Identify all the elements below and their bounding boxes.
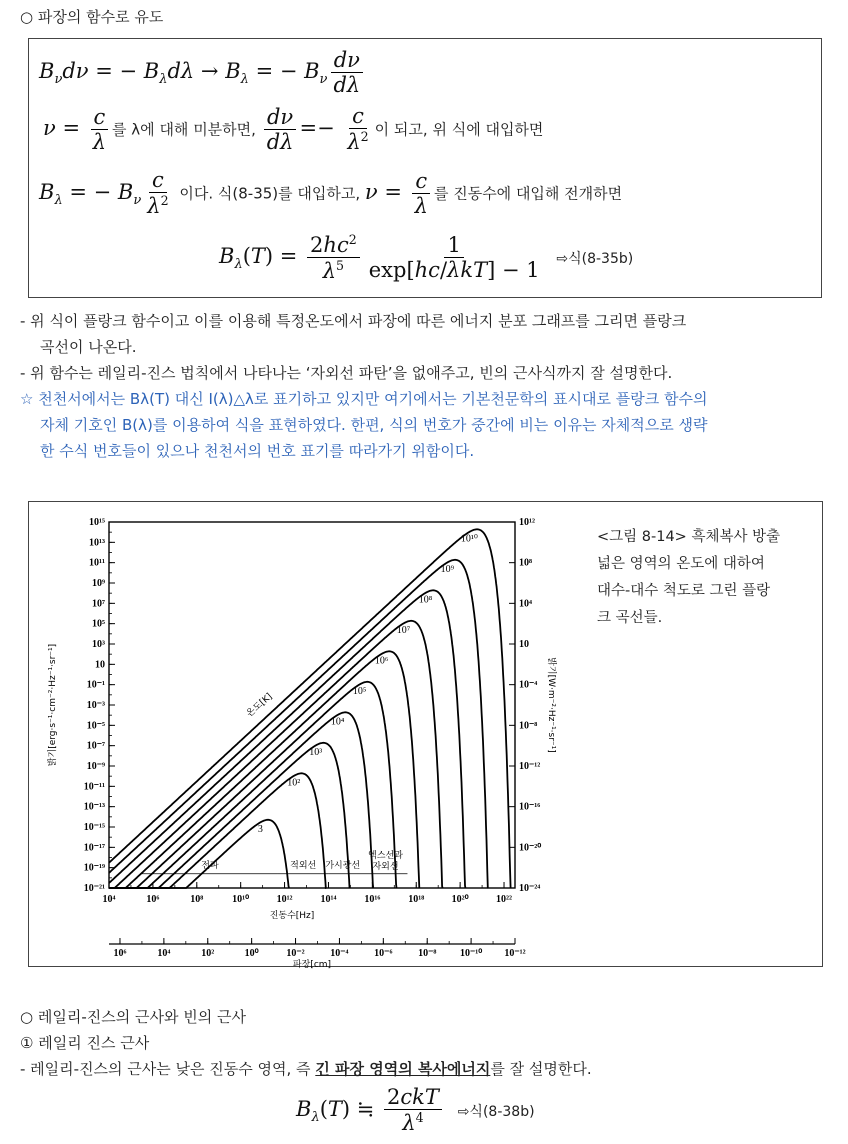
curve-label: 10² [287, 777, 301, 789]
band-label: 적외선 [290, 860, 317, 871]
x-tick-label: 10⁴ [102, 894, 116, 905]
box-text-2: 이 되고, 위 식에 대입하면 [374, 120, 544, 139]
planck-chart [29, 502, 589, 970]
y-tick-label: 10⁻⁹ [86, 761, 105, 772]
wavelength-tick-label: 10⁰ [244, 948, 259, 959]
planck-curve [109, 560, 488, 888]
equation-ref: ⇨식(8-35b) [556, 251, 634, 268]
planck-curve [109, 529, 511, 888]
y-tick-label: 10¹³ [89, 537, 105, 549]
y-tick-label: 10 [95, 659, 105, 671]
x-tick-label: 10¹⁰ [232, 894, 250, 905]
desc-part: 를 잘 설명한다. [490, 1060, 592, 1078]
note-line-2: 자체 기호인 B(λ)를 이용하여 식을 표현하였다. 한편, 식의 번호가 중간에 비는 이유는 자체적으로 생략 [40, 416, 708, 434]
equation-ref-2: ⇨식(8-38b) [457, 1103, 535, 1120]
y-tick-label: 10⁻²¹ [83, 883, 105, 894]
band-label: 가시광선 [325, 860, 361, 871]
curve-label: 3 [257, 823, 263, 835]
wavelength-tick-label: 10⁻¹⁰ [459, 948, 483, 959]
box-text-1: 를 λ에 대해 미분하면, [112, 120, 256, 139]
bullet-1-cont: 곡선이 나온다. [40, 338, 137, 356]
temperature-label: 온도[K] [244, 691, 275, 720]
section2-description [20, 1058, 592, 1079]
x-tick-label: 10⁶ [146, 894, 160, 905]
planck-curve [109, 621, 443, 888]
box-text-3: 이다. 식(8-35)를 대입하고, [179, 184, 361, 203]
y-tick-label: 10⁻¹⁵ [83, 822, 105, 833]
caption-line: <그림 8-14> 흑체복사 방출 [597, 529, 781, 545]
wavelength-tick-label: 10⁻⁶ [374, 948, 393, 959]
y-right-tick-label: 10⁻¹² [519, 761, 541, 772]
y-tick-label: 10⁹ [92, 578, 105, 589]
section2-subtitle: ① 레일리 진스 근사 [20, 1034, 150, 1052]
y-tick-label: 10⁻¹³ [83, 801, 105, 813]
wavelength-axis-label: 파장[cm] [292, 960, 332, 970]
section2-title: ○ 레일리-진스의 근사와 빈의 근사 [20, 1008, 246, 1026]
bullet-2: - 위 함수는 레일리-진스 법칙에서 나타나는 ‘자외선 파탄’을 없애주고, 빈의 근사식까지 잘 설명한다. [20, 364, 673, 382]
planck-curve [109, 773, 326, 888]
y-tick-label: 10⁻³ [86, 700, 105, 711]
y-axis-label: 밝기[erg·s⁻¹·cm⁻²·Hz⁻¹·sr⁻¹] [48, 643, 58, 767]
note-line-1: ☆ 천천서에서는 Bλ(T) 대신 I(λ)△λ로 표기하고 있지만 여기에서는 기본천문학의 표시대로 플랑크 함수의 [20, 390, 708, 408]
y-tick-label: 10⁵ [92, 618, 105, 630]
equation-line-1: $B_\nu d\nu$ = − $B_\lambda d\lambda \to B_\lambda$ = − $B_\nu$ $\frac{d\nu}{d\lambda}$ [39, 49, 366, 96]
y-right-tick-label: 10⁻²⁰ [519, 842, 542, 854]
desc-part: - 레일리-진스의 근사는 낮은 진동수 영역, 즉 [20, 1060, 316, 1078]
curve-label: 10³ [309, 746, 323, 758]
curve-label: 10⁹ [440, 563, 455, 575]
y-tick-label: 10¹⁵ [89, 517, 105, 528]
y-right-tick-label: 10⁻¹⁶ [519, 801, 541, 813]
y-tick-label: 10³ [92, 639, 105, 650]
y-right-tick-label: 10 [519, 639, 529, 650]
wavelength-tick-label: 10⁶ [113, 948, 127, 959]
rayleigh-jeans-equation: $B_\lambda(T)$ ≒ $\frac{\text{2ckT}}{\lambda^4}$ ⇨식(8-38b) [296, 1085, 535, 1136]
section-title: ○ 파장의 함수로 유도 [20, 8, 164, 26]
equation-box [28, 38, 822, 298]
curve-label: 10⁵ [352, 685, 367, 697]
y-tick-label: 10⁷ [92, 598, 105, 610]
bullet-1: - 위 식이 플랑크 함수이고 이를 이용해 특정온도에서 파장에 따른 에너지 분포 그래프를 그리면 플랑크 [20, 312, 687, 330]
wavelength-tick-label: 10² [201, 948, 215, 959]
x-tick-label: 10²² [496, 894, 513, 905]
x-tick-label: 10¹² [276, 894, 293, 905]
figure-caption [597, 524, 780, 632]
x-axis-label: 진동수[Hz] [269, 911, 315, 921]
y-right-tick-label: 10⁴ [519, 598, 532, 610]
band-label: 엑스선과 [368, 850, 403, 861]
x-tick-label: 10¹⁴ [320, 894, 337, 905]
curve-label: 10⁴ [330, 716, 345, 728]
x-tick-label: 10²⁰ [451, 894, 469, 905]
wavelength-tick-label: 10⁻⁴ [330, 948, 349, 959]
y-tick-label: 10⁻¹¹ [83, 781, 105, 793]
y-tick-label: 10⁻⁷ [86, 740, 105, 752]
band-label: 자외선 [372, 861, 399, 872]
y-tick-label: 10⁻¹⁷ [83, 842, 105, 854]
y-right-axis-label: 밝기[W·m⁻²·Hz⁻¹·sr⁻¹] [546, 657, 556, 753]
x-tick-label: 10⁸ [190, 894, 204, 905]
y-right-tick-label: 10⁻²⁴ [519, 883, 541, 894]
y-tick-label: 10⁻⁵ [86, 720, 105, 732]
x-tick-label: 10¹⁶ [364, 894, 381, 905]
desc-emphasis: 긴 파장 영역의 복사에너지 [315, 1060, 491, 1078]
equation-line-2: ν = $\frac{c}{\lambda}$ 를 λ에 대해 미분하면, $\frac{d\nu}{d\lambda}$ =− $\frac{c}{\lambda^2}$ 이 되고, 위 식에 대입하면 [43, 104, 544, 155]
wavelength-tick-label: 10⁻² [286, 948, 305, 959]
box-text-4: 를 진동수에 대입해 전개하면 [433, 184, 623, 203]
y-tick-label: 10⁻¹ [86, 679, 105, 691]
curve-label: 10¹⁰ [460, 533, 478, 545]
y-tick-label: 10¹¹ [89, 557, 105, 569]
y-right-tick-label: 10⁻⁸ [519, 720, 538, 732]
y-tick-label: 10⁻¹⁹ [83, 862, 105, 874]
equation-line-3: $B_\lambda$ = − $B_\nu$ $\frac{c}{\lambda^2}$ 이다. 식(8-35)를 대입하고, ν = $\frac{c}{\lambda}$ 를 진동수에 대입해 전개하면 [39, 168, 623, 219]
wavelength-tick-label: 10⁻¹² [504, 948, 526, 959]
caption-line: 대수-대수 척도로 그린 플랑 [597, 583, 771, 599]
y-right-tick-label: 10⁸ [519, 557, 532, 569]
curve-label: 10⁸ [418, 594, 433, 606]
curve-label: 10⁷ [396, 624, 411, 636]
figure-box [28, 501, 823, 970]
wavelength-tick-label: 10⁻⁸ [418, 948, 437, 959]
band-label: 전파 [201, 860, 219, 871]
note-line-3: 한 수식 번호들이 있으나 천천서의 번호 표기를 따라가기 위함이다. [40, 442, 475, 460]
y-right-tick-label: 10¹² [519, 517, 535, 528]
caption-line: 크 곡선들. [597, 610, 663, 626]
y-right-tick-label: 10⁻⁴ [519, 679, 538, 691]
wavelength-tick-label: 10⁴ [157, 948, 171, 959]
x-tick-label: 10¹⁸ [408, 894, 425, 905]
curve-label: 10⁶ [374, 655, 389, 667]
planck-equation: $B_\lambda(T)$ = $\frac{2hc^2}{\lambda^5}$ $\frac{1}{\text{exp[hc/λkT] − 1}}$ ⇨식(8-35b) [219, 232, 634, 284]
caption-line: 넓은 영역의 온도에 대하여 [597, 556, 765, 572]
